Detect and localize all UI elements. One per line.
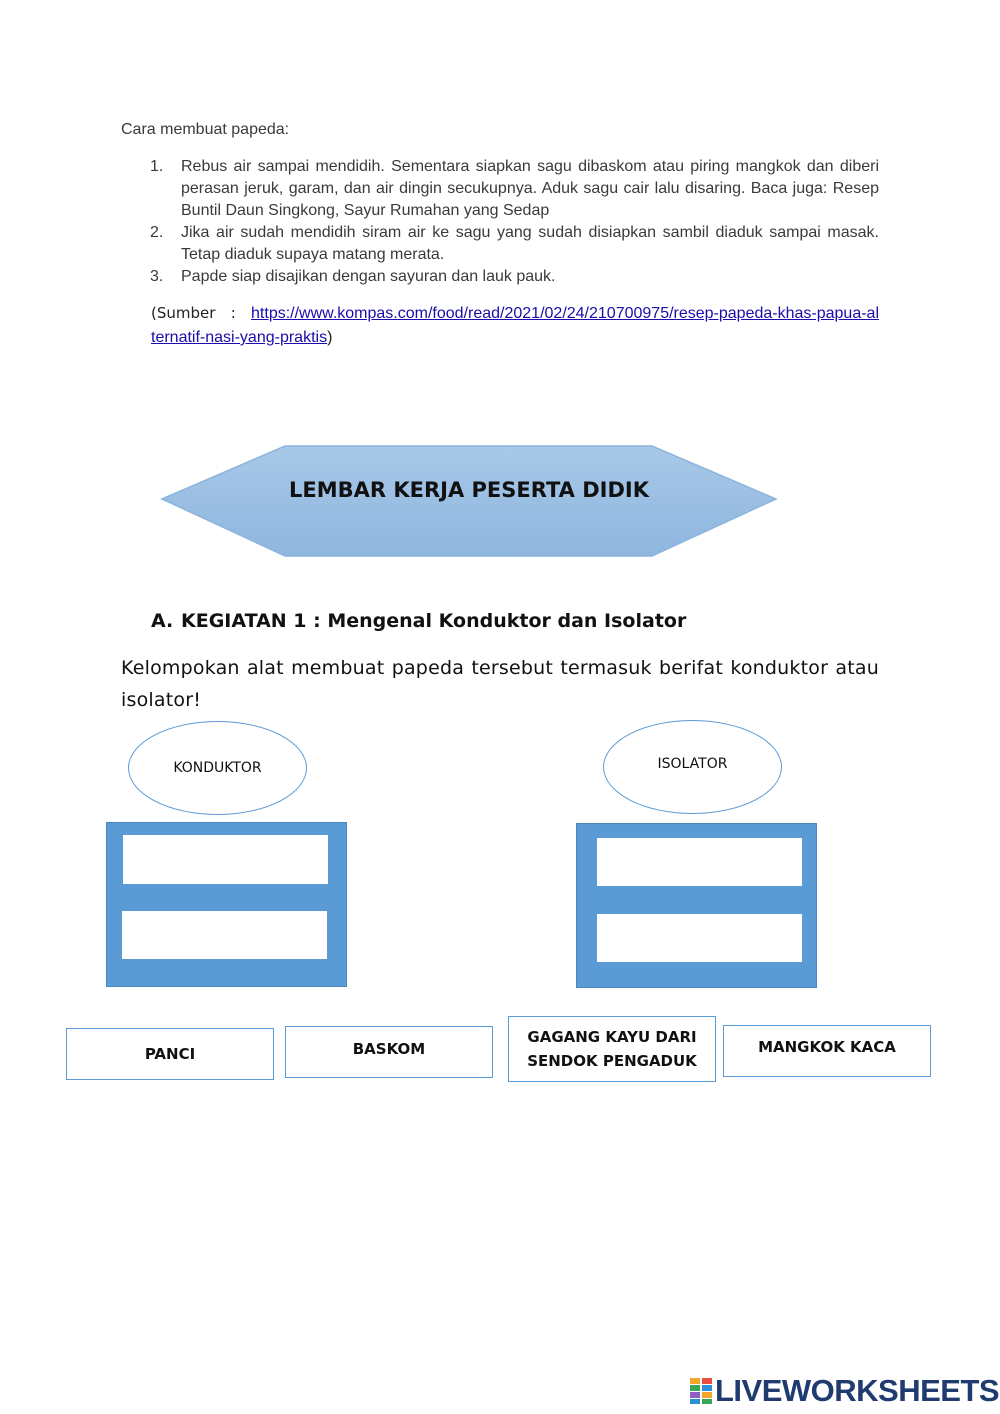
isolator-label: ISOLATOR [657,756,728,772]
drag-item-mangkok-kaca[interactable] [723,1025,931,1077]
drag-item-baskom[interactable] [285,1026,493,1078]
source-label: (Sumber : [151,304,252,322]
item-label: MANGKOK KACA [758,1038,896,1056]
step-number: 2. [150,224,164,241]
list-item [150,266,879,288]
source-citation [151,301,879,350]
isolator-drop-box [576,823,817,988]
item-label: GAGANG KAYU DARI SENDOK PENGADUK [527,1028,697,1070]
step-number: 3. [150,268,164,285]
step-number: 1. [150,158,164,175]
section-title: KEGIATAN 1 : Mengenal Konduktor dan Isolator [181,610,687,632]
instruction-text: Kelompokan alat membuat papeda tersebut termasuk berifat konduktor atau isolator! [121,657,879,711]
liveworksheets-logo [690,1374,999,1408]
liveworksheets-logo-icon [690,1378,712,1404]
isolator-slot-1[interactable] [597,838,802,886]
konduktor-label-oval [128,721,307,815]
konduktor-slot-1[interactable] [123,835,328,884]
list-item [150,222,879,266]
item-label: PANCI [144,1045,196,1063]
item-label: BASKOM [352,1040,426,1058]
step-text: Jika air sudah mendidih siram air ke sagu yang sudah disiapkan sambil diaduk sampai masak. Tetap diaduk supaya matang merata. [181,224,879,263]
konduktor-drop-box [106,822,347,987]
section-letter: A. [151,610,174,632]
banner-title: LEMBAR KERJA PESERTA DIDIK [289,478,649,502]
recipe-intro: Cara membuat papeda: [121,121,290,138]
brand-name: LIVEWORKSHEETS [715,1373,1000,1408]
list-item [150,156,879,222]
step-text: Papde siap disajikan dengan sayuran dan lauk pauk. [181,268,556,285]
isolator-label-oval [603,720,782,814]
konduktor-label: KONDUKTOR [173,760,262,776]
section-heading [151,610,686,632]
source-link[interactable]: https://www.kompas.com/food/read/2021/02/24/210700975/resep-papeda-khas-papua-alternatif-nasi-yang-praktis [151,305,879,346]
isolator-slot-2[interactable] [597,914,802,962]
source-close: ) [327,329,333,346]
drag-item-panci[interactable] [66,1028,274,1080]
step-text: Rebus air sampai mendidih. Sementara siapkan sagu dibaskom atau piring mangkok dan diberi perasan jeruk, garam, dan air dingin secukupnya. Aduk sagu cair lalu disaring. Baca juga: Resep Buntil Daun Singkong, Sayur Rumahan yang Sedap [181,158,879,219]
recipe-steps [150,156,879,288]
drag-item-gagang-kayu[interactable] [508,1016,716,1082]
konduktor-slot-2[interactable] [122,911,327,959]
